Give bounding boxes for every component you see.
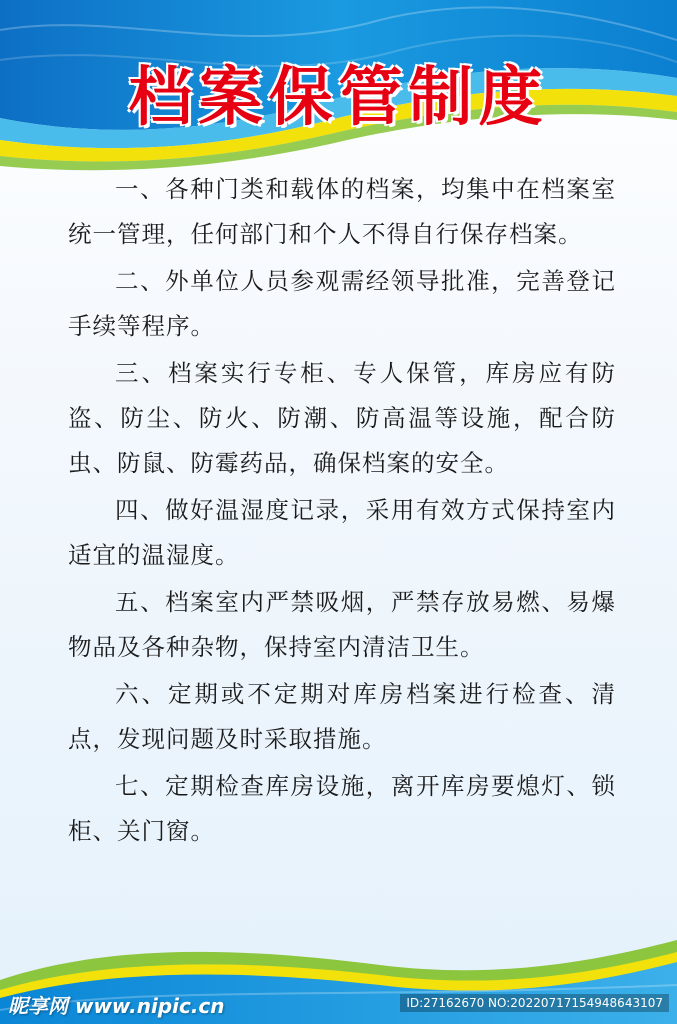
rule-paragraph-3: 三、档案实行专柜、专人保管，库房应有防盗、防尘、防火、防潮、防高温等设施，配合防虫、防鼠、防霉药品，确保档案的安全。 [68,359,616,477]
rule-paragraph-6: 六、定期或不定期对库房档案进行检查、清点，发现问题及时采取措施。 [68,680,616,753]
watermark-site: 昵享网 www.nipic.cn [8,994,225,1018]
rule-paragraph-7: 七、定期检查库房设施，离开库房要熄灯、锁柜、关门窗。 [68,772,616,845]
rule-paragraph-2: 二、外单位人员参观需经领导批准，完善登记手续等程序。 [68,267,616,340]
poster-title: 档案保管制度 [128,61,549,135]
rule-paragraph-1: 一、各种门类和载体的档案，均集中在档案室统一管理，任何部门和个人不得自行保存档案。 [68,175,616,248]
rule-paragraph-5: 五、档案室内严禁吸烟，严禁存放易燃、易爆物品及各种杂物，保持室内清洁卫生。 [68,588,616,661]
watermark-id: ID:27162670 NO:20220717154948643107 [400,994,669,1012]
rule-paragraph-4: 四、做好温湿度记录，采用有效方式保持室内适宜的温湿度。 [68,496,616,569]
rules-list [68,167,616,856]
